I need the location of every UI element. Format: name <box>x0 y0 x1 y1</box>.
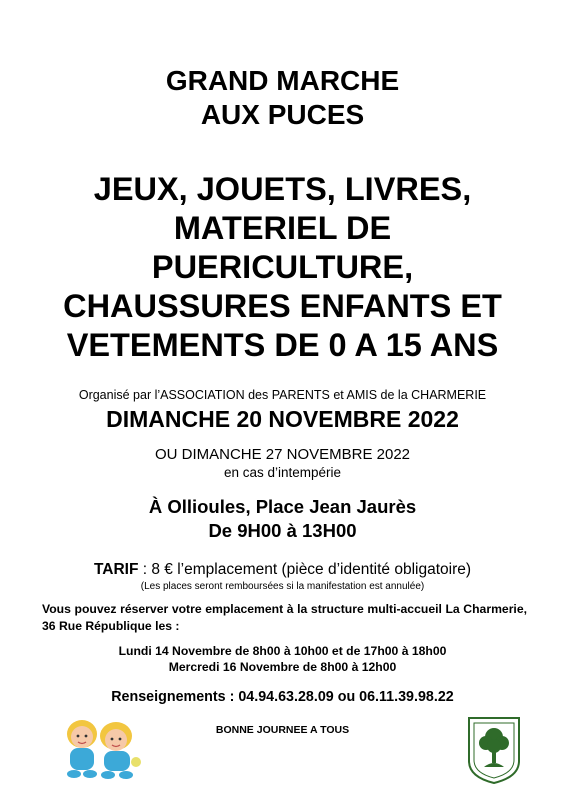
items-line-5: VETEMENTS DE 0 A 15 ANS <box>66 327 499 363</box>
items-list <box>0 170 565 365</box>
tarif-label: TARIF <box>93 561 139 578</box>
kid1-face <box>71 726 93 748</box>
event-hours: De 9H00 à 13H00 <box>208 520 357 541</box>
event-title <box>0 64 565 132</box>
items-line-4: CHAUSSURES ENFANTS ET <box>63 288 502 324</box>
items-line-3: PUERICULTURE, <box>151 249 414 285</box>
items-line-1: JEUX, JOUETS, LIVRES, <box>93 171 472 207</box>
kid2-face <box>105 729 127 751</box>
tarif-line <box>0 560 565 579</box>
children-illustration <box>58 712 144 782</box>
reservation-info: Vous pouvez réserver votre emplacement à la structure multi-accueil La Charmerie, 36 Rue République les : <box>42 602 527 633</box>
event-date: DIMANCHE 20 NOVEMBRE 2022 <box>106 406 459 432</box>
closing-line: BONNE JOURNEE A TOUS <box>215 724 350 736</box>
tarif-text: : 8 € l’emplacement (pièce d’identité obligatoire) <box>138 561 472 578</box>
refund-note: (Les places seront remboursées si la manifestation est annulée) <box>140 581 425 592</box>
items-line-2: MATERIEL DE <box>173 210 392 246</box>
organizer-line: Organisé par l’ASSOCIATION des PARENTS et AMIS de la CHARMERIE <box>78 388 487 402</box>
alternate-date: OU DIMANCHE 27 NOVEMBRE 2022 <box>154 446 411 463</box>
kid2-body <box>104 751 130 771</box>
slot-wednesday: Mercredi 16 Novembre de 8h00 à 12h00 <box>168 660 397 674</box>
kid1-body <box>70 748 94 770</box>
title-line-1: GRAND MARCHE <box>165 65 400 96</box>
title-line-2: AUX PUCES <box>200 99 365 130</box>
slot-monday: Lundi 14 Novembre de 8h00 à 10h00 et de 17h00 à 18h00 <box>118 644 447 658</box>
contact-line: Renseignements : 04.94.63.28.09 ou 06.11.39.98.22 <box>111 689 454 705</box>
weather-note: en cas d’intempérie <box>223 465 342 480</box>
event-location: À Ollioules, Place Jean Jaurès <box>148 496 417 517</box>
crest-icon <box>466 715 522 785</box>
